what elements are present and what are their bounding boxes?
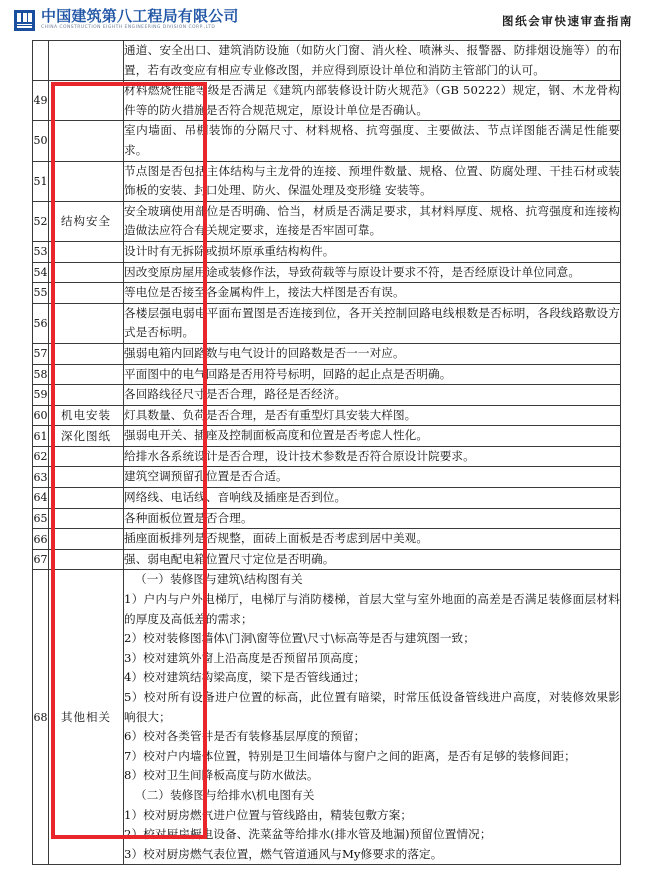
row-category [49,446,124,467]
row-category-structural-safety: 结构安全 [49,201,124,241]
table-row [33,446,621,467]
other-line: 6）校对各类管井是否有装修基层厚度的预留； [124,729,366,744]
table-row [33,121,621,161]
table-row [33,488,621,509]
company-logo-icon [14,10,35,31]
row-number: 67 [33,549,49,570]
row-category [49,283,124,304]
row-category [49,241,124,262]
document-title: 图纸会审快速审查指南 [502,14,633,28]
row-category [49,385,124,406]
row-number: 60 [33,405,49,426]
table-row [33,549,621,570]
table-row [33,529,621,550]
row-item-text: 给排水各系统设计是否合理，设计技术参数是否符合原设计院要求。 [124,446,621,467]
table-row [33,201,621,241]
row-item-text: 材料燃烧性能等级是否满足《建筑内部装修设计防火规范》（GB 50222）规定，钢、木龙骨构件等的防火措施是否符合规范规定，原设计单位是否确认。 [124,81,621,121]
row-category [49,488,124,509]
table-row-other-related [33,570,621,865]
row-item-text: 设计时有无拆除或损坏原承重结构构件。 [124,241,621,262]
table-row [33,343,621,364]
row-number: 52 [33,201,49,241]
other-line: 8）校对卫生间降板高度与防水做法。 [124,768,319,783]
row-category-mep-shop-drawings-2: 深化图纸 [49,426,124,447]
row-item-text: 强弱电开关、插座及控制面板高度和位置是否考虑人性化。 [124,426,621,447]
row-category [49,343,124,364]
row-number: 63 [33,467,49,488]
other-line: 2）校对厨房橱电设备、洗菜盆等给排水(排水管及地漏)预留位置情况； [124,827,492,842]
row-number: 61 [33,426,49,447]
table-row [33,283,621,304]
row-item-text: 各回路线径尺寸是否合理，路径是否经济。 [124,385,621,406]
row-item-text: 节点图是否包括主体结构与主龙骨的连接、预埋件数量、规格、位置、防腐处理、干挂石材或装饰板的安装、封口处理、防火、保温处理及变形缝 安装等。 [124,161,621,201]
row-number: 64 [33,488,49,509]
row-item-text-list [124,570,621,865]
row-number: 57 [33,343,49,364]
table-row [33,426,621,447]
row-item-text: 各种面板位置是否合理。 [124,508,621,529]
other-line: 4）校对建筑结构梁高度，梁下是否管线通过； [124,670,366,685]
table-row [33,262,621,283]
row-item-text: 通道、安全出口、建筑消防设施（如防火门窗、消火栓、喷淋头、报警器、防排烟设施等）的布置，若有改变应有相应专业修改图，并应得到原设计单位和消防主管部门的认可。 [124,41,621,81]
row-item-text: 强弱电箱内回路数与电气设计的回路数是否一一对应。 [124,343,621,364]
row-number: 53 [33,241,49,262]
table-row [33,241,621,262]
table-row [33,405,621,426]
company-brand [14,9,239,30]
row-item-text: 各楼层强电弱电平面布置图是否连接到位，各开关控制回路电线根数是否标明，各段线路敷设方式是否标明。 [124,303,621,343]
row-category [49,262,124,283]
table-row [33,508,621,529]
row-category-other-related: 其他相关 [49,570,124,865]
row-item-text: 因改变原房屋用途或装修作法，导致荷载等与原设计要求不符，是否经原设计单位同意。 [124,262,621,283]
table-row [33,41,621,81]
checklist-table [32,40,621,865]
row-item-text: 灯具数量、负荷是否合理，是否有重型灯具安装大样图。 [124,405,621,426]
company-name-en: CHINA CONSTRUCTION EIGHTH ENGINEERING DIVISION CORP.,LTD [41,25,216,31]
row-number [33,41,49,81]
other-line: 7）校对户内墙体位置，特别是卫生间墙体与窗户之间的距离，是否有足够的装修间距； [124,748,576,763]
other-line: 5）校对所有设备进户位置的标高，此位置有暗梁，时常压低设备管线进户高度，对装修效果影响很大； [124,690,620,724]
row-number: 56 [33,303,49,343]
row-category [49,41,124,81]
row-number: 50 [33,121,49,161]
table-row [33,303,621,343]
row-category [49,467,124,488]
other-line: 1）户内与户外电梯厅，电梯厅与消防楼梯，首层大堂与室外地面的高差是否满足装修面层材料的厚度及高低差的需求； [124,592,620,626]
row-number: 62 [33,446,49,467]
other-line: 3）校对厨房燃气表位置，燃气管道通风与My修要求的落定。 [124,846,443,861]
table-row [33,467,621,488]
row-category-mep-shop-drawings: 机电安装 [49,405,124,426]
row-category [49,81,124,121]
row-category [49,161,124,201]
company-name-cn: 中国建筑第八工程局有限公司 [41,7,239,26]
row-number: 68 [33,570,49,865]
table-row [33,81,621,121]
table-row [33,161,621,201]
row-item-text: 等电位是否接至各金属构件上，接法大样图是否有误。 [124,283,621,304]
other-line: （一）装修图与建筑\结构图有关 [135,572,303,587]
checklist-table-wrapper [32,40,620,865]
row-item-text: 安全玻璃使用部位是否明确、恰当，材质是否满足要求，其材料厚度、规格、抗弯强度和连接构造做法应符合有关规定要求，连接是否牢固可靠。 [124,201,621,241]
row-item-text: 网络线、电话线、音响线及插座是否到位。 [124,488,621,509]
other-line: 3）校对建筑外窗上沿高度是否预留吊顶高度； [124,650,366,665]
row-number: 49 [33,81,49,121]
row-category [49,529,124,550]
row-number: 54 [33,262,49,283]
row-item-text: 室内墙面、吊棚装饰的分隔尺寸、材料规格、抗弯强度、主要做法、节点详图能否满足性能要求。 [124,121,621,161]
row-category [49,549,124,570]
other-line: （二）装修图与给排水\机电图有关 [135,787,315,802]
row-number: 51 [33,161,49,201]
row-number: 59 [33,385,49,406]
other-line: 2）校对装修图墙体\门洞\窗等位置\尺寸\标高等是否与建筑图一致； [124,631,475,646]
checklist-table-body [33,41,621,865]
row-item-text: 插座面板排列是否规整，面砖上面板是否考虑到居中美观。 [124,529,621,550]
other-line: 1）校对厨房燃气进户位置与管线路由，精装包敷方案； [124,807,413,822]
page-header [0,0,649,40]
table-row [33,385,621,406]
table-row [33,364,621,385]
row-item-text: 强、弱电配电箱位置尺寸定位是否明确。 [124,549,621,570]
row-category [49,303,124,343]
row-item-text: 建筑空调预留孔位置是否合适。 [124,467,621,488]
row-category [49,121,124,161]
row-category [49,364,124,385]
row-item-text: 平面图中的电气回路是否用符号标明，回路的起止点是否明确。 [124,364,621,385]
row-number: 65 [33,508,49,529]
row-category [49,508,124,529]
row-number: 55 [33,283,49,304]
row-number: 66 [33,529,49,550]
row-number: 58 [33,364,49,385]
